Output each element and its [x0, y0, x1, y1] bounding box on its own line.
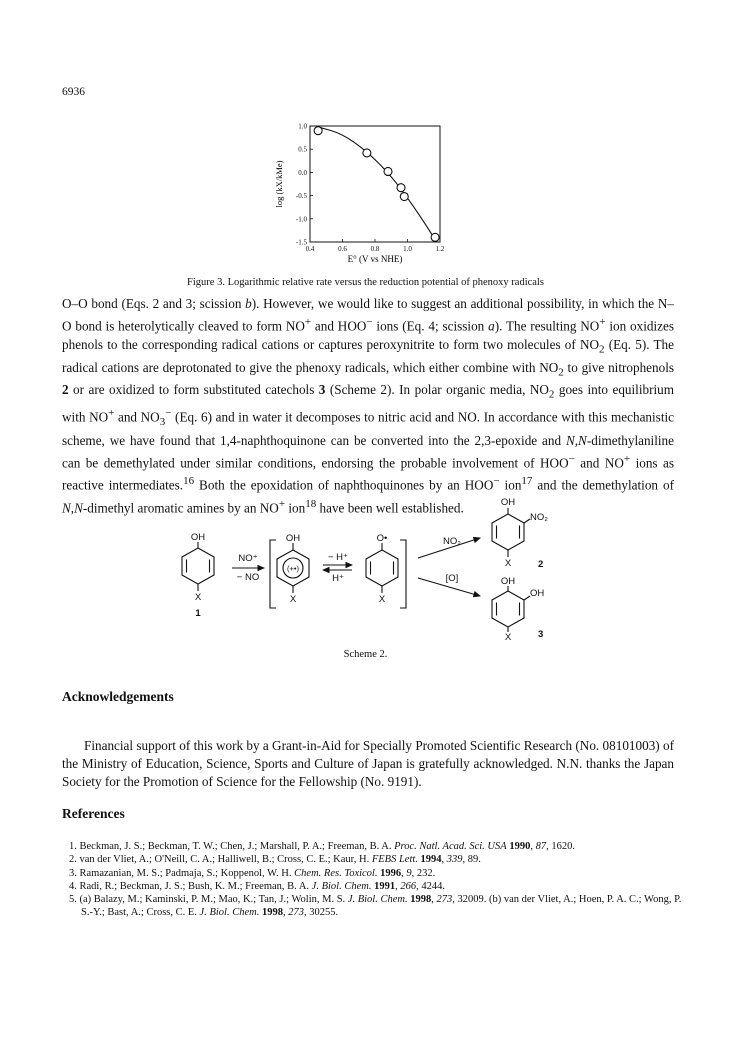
figure-caption: Figure 3. Logarithmic relative rate versus the reduction potential of phenoxy radicals — [187, 277, 544, 288]
x-tick-label: 1.2 — [435, 245, 445, 253]
reference-item: 4. Radi, R.; Beckman, J. S.; Bush, K. M.; Freeman, B. A. J. Biol. Chem. 1991, 266, 4244. — [69, 880, 445, 892]
phenol-ring-1 — [182, 542, 214, 591]
reagent-minus-h: − H⁺ — [327, 552, 349, 563]
chart-ticks — [296, 123, 445, 254]
acknowledgements-text: Financial support of this work by a Grant-in-Aid for Specially Promoted Scientific Research (No. 08101003) of the Ministry of Education, Science, Sports and Culture of Japan is gratefully acknowledged. N.N. thanks the Japan Society for the Promotion of Science for the Fellowship (No. 9191). — [62, 738, 674, 790]
x-tick-label: 0.4 — [305, 245, 315, 253]
reagent-h-plus: H⁺ — [332, 573, 344, 584]
y-tick-label: 0.5 — [298, 145, 307, 154]
x-label-1: X — [194, 592, 202, 603]
fit-curve — [318, 127, 435, 240]
reagent-oxidant: [O] — [445, 573, 459, 584]
x-tick-label: 0.8 — [370, 245, 380, 253]
oh-label-1: OH — [190, 532, 206, 543]
data-points — [314, 127, 439, 242]
compound-number-3: 3 — [538, 629, 544, 640]
page-number: 6936 — [62, 86, 85, 98]
y-tick-label: 1.0 — [298, 122, 307, 131]
x-label-3: X — [504, 632, 512, 640]
nitrophenol-ring-2 — [492, 508, 530, 557]
x-label-cation: X — [289, 594, 297, 605]
oh-label-cation: OH — [285, 533, 301, 544]
chart-axes — [310, 126, 440, 242]
body-text: O–O bond (Eqs. 2 and 3; scission b). However, we would like to suggest an additional possibility, in which the N–O bond is heterolytically cleaved to form NO+ and HOO− ions (Eq. 4; scission a). The resulting NO+ ion oxidizes phenols to the corresponding radical cations or captures peroxynitrite to form two molecules of $NO_2$ (Eq. 5). The radical cations are deprotonated to give the phenoxy radicals, which either combine with $NO_2$ to give nitrophenols 2 or are oxidized to form substituted catechols 3 (Scheme 2). In polar organic media, $NO_2$ goes into equilibrium with NO+ and $NO_3^-$ (Eq. 6) and in water it decomposes to nitric acid and NO. In accordance with this mechanistic scheme, we have found that 1,4-naphthoquinone can be converted into the 2,3-epoxide and N,N-dimethylaniline can be demethylated under similar conditions, endorsing the probable involvement of HOO− and NO+ ions as reactive intermediates.$^{16}$ Both the epoxidation of naphthoquinones by an HOO− ion$^{17}$ and the demethylation of N,N-dimethyl aromatic amines by an NO+ ion$^{18}$ have been well established. — [62, 296, 675, 516]
reagent-minus-no: − NO — [236, 572, 260, 583]
x-label-radical: X — [378, 594, 386, 605]
oh-label-3b: OH — [530, 588, 545, 599]
acknowledgements-heading: Acknowledgements — [62, 689, 174, 704]
oh-label-3a: OH — [500, 576, 516, 587]
compound-number-1: 1 — [195, 608, 201, 619]
data-point — [363, 149, 371, 157]
radical-cation-symbol: (+•) — [286, 564, 300, 573]
references-heading: References — [62, 806, 125, 821]
reference-item: 2. van der Vliet, A.; O'Neill, C. A.; Halliwell, B.; Cross, C. E.; Kaur, H. FEBS Lett. 1994, 339, 89. — [69, 854, 481, 866]
left-bracket — [270, 540, 276, 608]
y-tick-label: 0.0 — [298, 168, 307, 177]
data-point — [400, 193, 408, 201]
figure-3-chart — [268, 120, 458, 270]
reference-item: 5. (a) Balazy, M.; Kaminski, P. M.; Mao, K.; Tan, J.; Wolin, M. S. J. Biol. Chem. 1998, 273, 32009. (b) van der Vliet, A.; Hoen, P. A. C.; Wong, P. S.-Y.; Bast, A.; Cross, C. E. J. Biol. Chem. 1998, 273, 30255. — [69, 894, 682, 919]
scheme-2-diagram — [170, 490, 570, 640]
no2-substituent: NO₂ — [530, 512, 548, 523]
compound-number-2: 2 — [538, 559, 544, 570]
y-tick-label: -1.5 — [295, 238, 307, 247]
right-bracket — [400, 540, 406, 608]
oh-label-2: OH — [500, 497, 516, 508]
data-point — [431, 233, 439, 241]
body-paragraph — [62, 295, 674, 518]
catechol-ring-3 — [492, 586, 530, 632]
o-radical-label: O• — [376, 533, 388, 544]
x-tick-label: 0.6 — [338, 245, 347, 253]
x-axis-label: E° (V vs NHE) — [347, 254, 403, 264]
y-tick-label: -1.0 — [295, 215, 307, 224]
scheme-caption: Scheme 2. — [343, 649, 388, 660]
y-axis-label: log (kX/kMe) — [274, 160, 284, 208]
data-point — [384, 167, 392, 175]
x-label-2: X — [504, 558, 512, 569]
reference-item: 3. Ramazanian, M. S.; Padmaja, S.; Koppenol, W. H. Chem. Res. Toxicol. 1996, 9, 232. — [69, 867, 436, 879]
reagent-no-plus: NO⁺ — [238, 553, 258, 564]
references-list — [62, 840, 692, 920]
phenoxy-radical-ring — [366, 543, 398, 593]
plot-frame — [310, 126, 440, 242]
reagent-no2: NO₂ — [443, 536, 461, 547]
y-tick-label: -0.5 — [295, 192, 307, 201]
reference-item: 1. Beckman, J. S.; Beckman, T. W.; Chen, J.; Marshall, P. A.; Freeman, B. A. Proc. Natl. Acad. Sci. USA 1990, 87, 1620. — [69, 841, 575, 852]
x-tick-label: 1.0 — [403, 245, 412, 253]
data-point — [314, 127, 322, 135]
data-point — [397, 184, 405, 192]
